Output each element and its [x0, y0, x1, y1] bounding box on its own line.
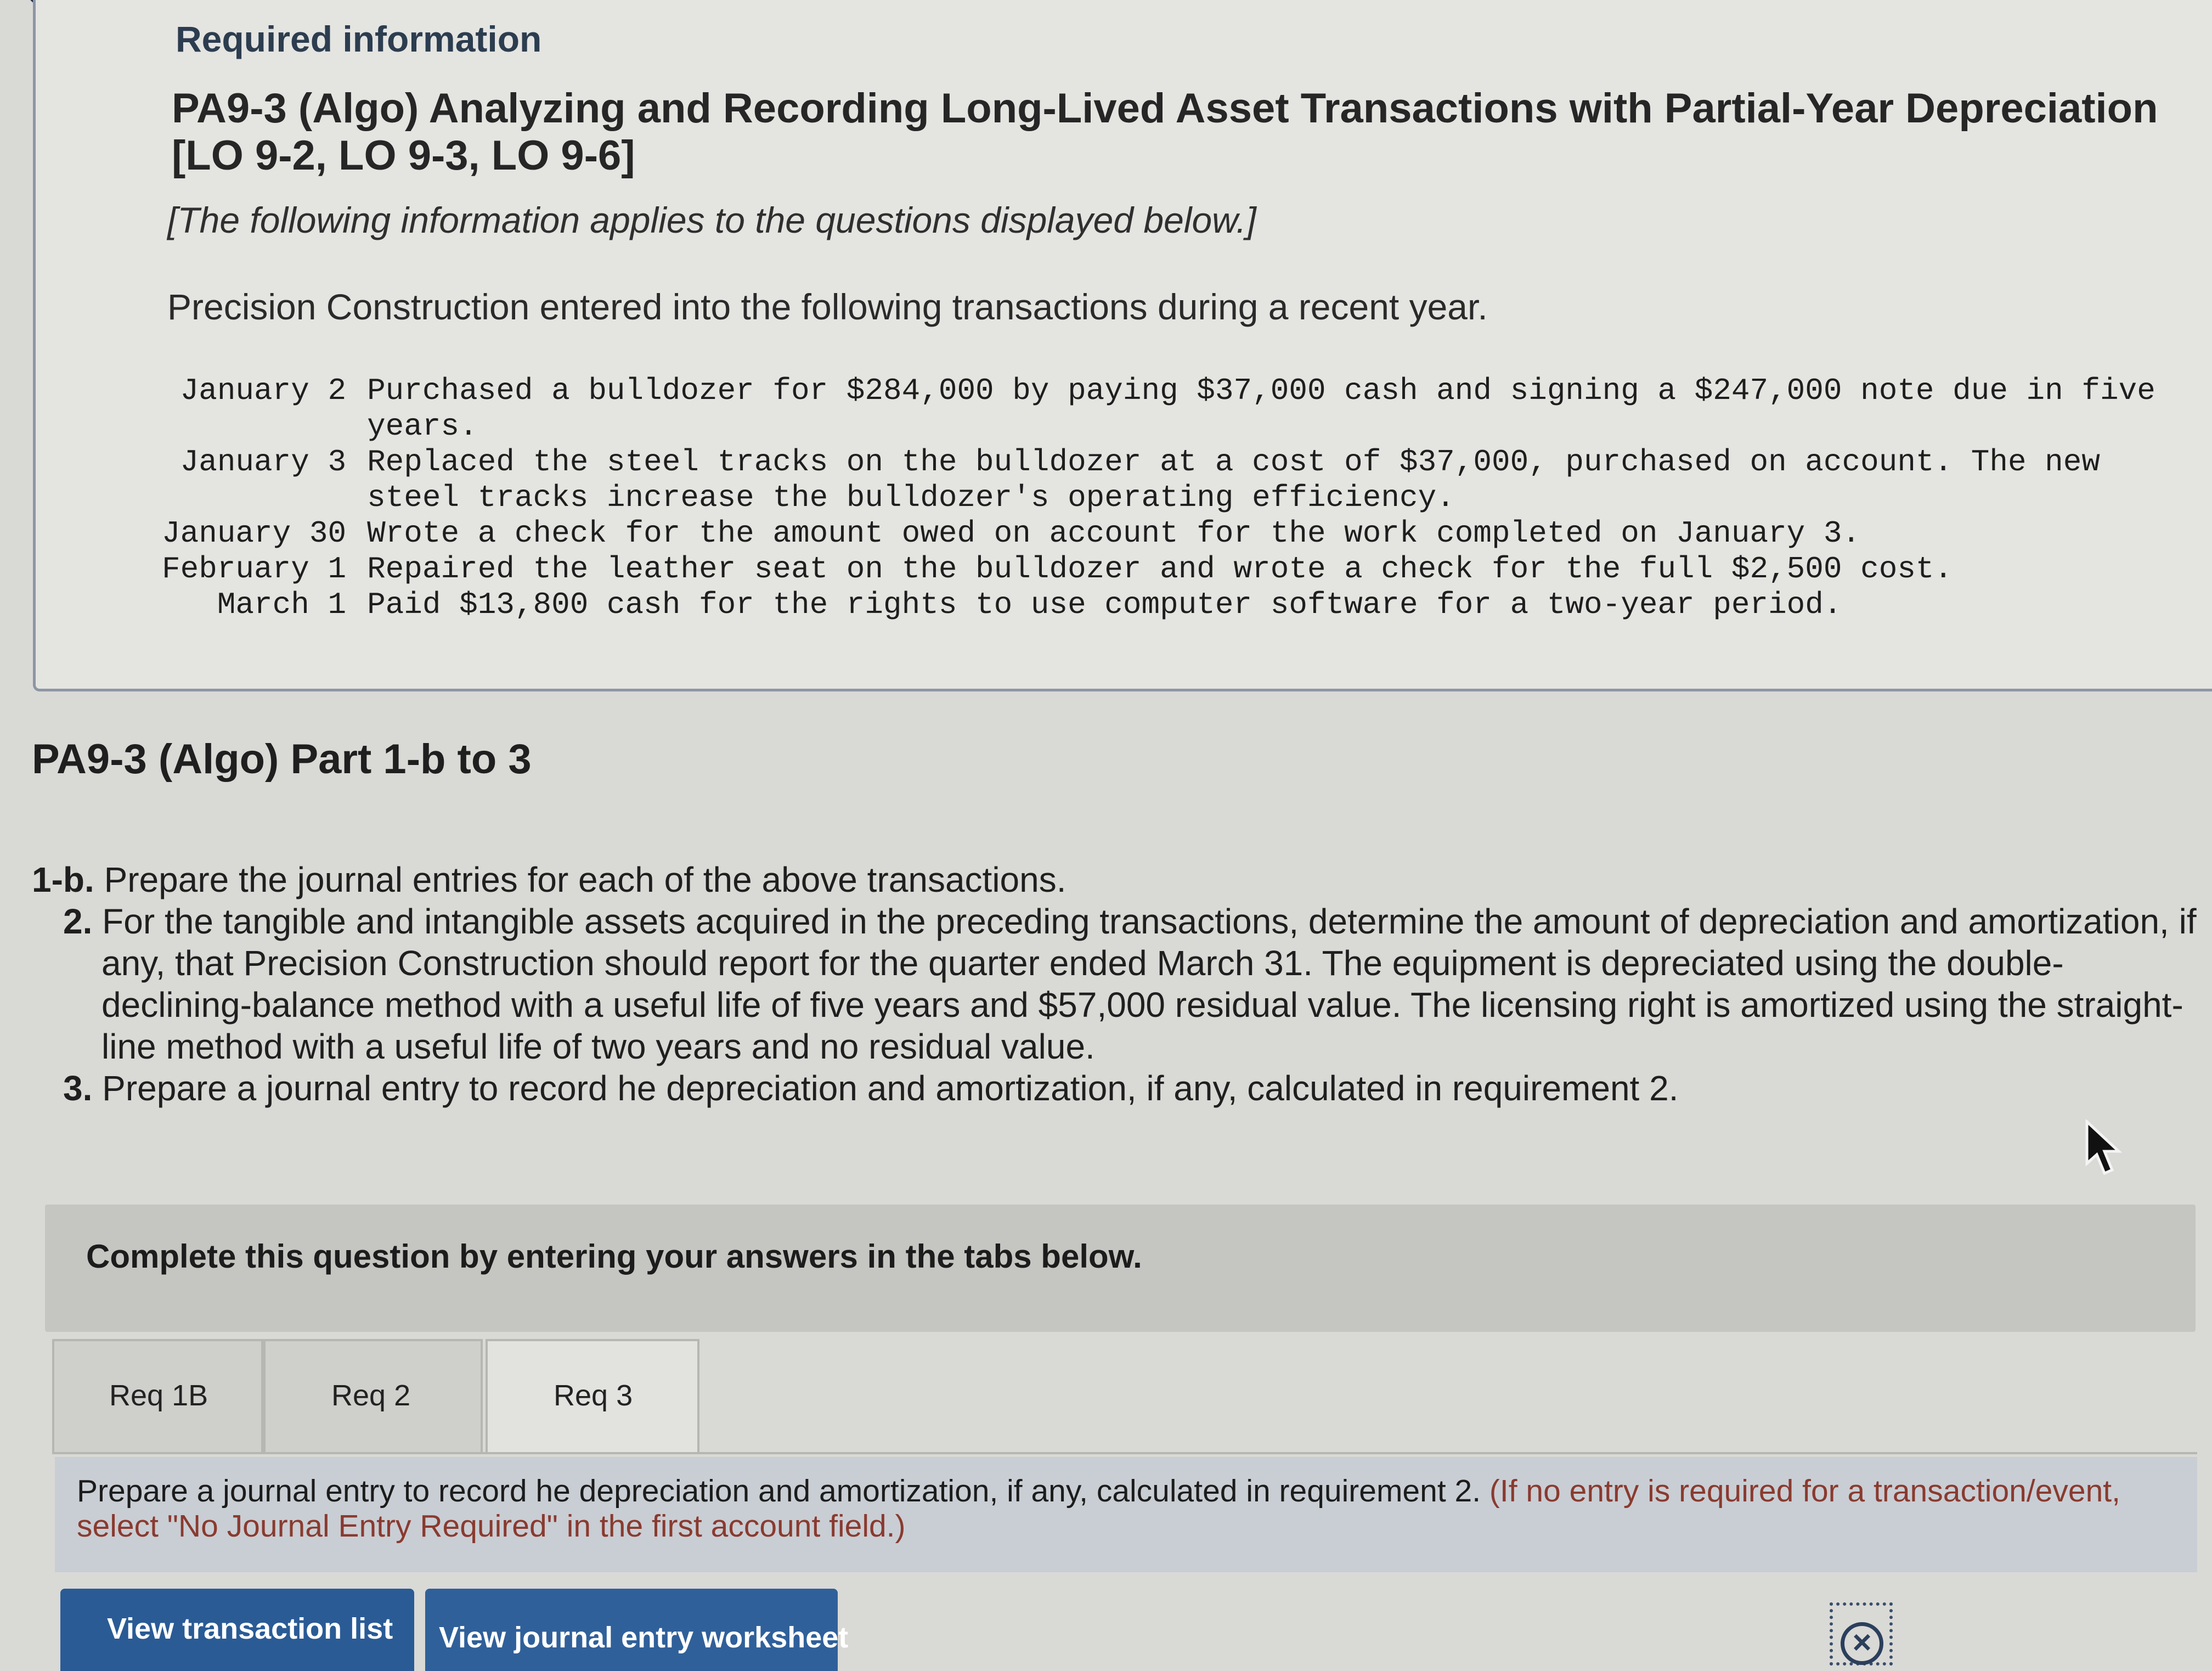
requirement-text: For the tangible and intangible assets acquired in the preceding transactions, determine the amount of depreciation and amortization, if any, that Precision Construction should report for the quarter ended March 31. The equipment is depreciated using the double-declining-balance method with a useful life of five years and $57,000 residual value. The licensing right is amortized using the straight-line method with a useful life of two years and no residual value. — [101, 902, 2197, 1066]
clear-entry-button[interactable] — [1830, 1602, 1893, 1666]
transaction-date: January 3 — [180, 445, 347, 480]
requirement-item — [32, 901, 2204, 1067]
transaction-date: March 1 — [217, 587, 347, 622]
banner-text: Complete this question by entering your answers in the tabs below. — [86, 1238, 1142, 1275]
transaction-description: Wrote a check for the amount owed on account for the work completed on January 3. — [367, 516, 1861, 551]
close-circle-icon: × — [1841, 1622, 1883, 1665]
problem-title: PA9-3 (Algo) Analyzing and Recording Long-Lived Asset Transactions with Partial-Year Depreciation [LO 9-2, LO 9-3, LO 9-6] — [172, 85, 2158, 179]
required-information-label: Required information — [176, 19, 542, 59]
transaction-description: Replaced the steel tracks on the bulldozer at a cost of $37,000, purchased on account. The new steel tracks increase the bulldozer's operating efficiency. — [367, 445, 2100, 515]
requirement-number: 2. — [63, 902, 93, 941]
view-transaction-list-button[interactable] — [60, 1589, 414, 1671]
intro-text: Precision Construction entered into the following transactions during a recent year. — [167, 286, 1488, 327]
part-title: PA9-3 (Algo) Part 1-b to 3 — [32, 736, 532, 783]
requirement-item — [32, 859, 2204, 901]
info-note: [The following information applies to the questions displayed below.] — [167, 200, 1256, 240]
instruction-banner — [45, 1205, 2196, 1332]
transaction-description: Repaired the leather seat on the bulldozer and wrote a check for the full $2,500 cost. — [367, 552, 1953, 587]
tab-req-1b[interactable] — [52, 1339, 263, 1454]
requirement-number: 3. — [63, 1068, 93, 1108]
transaction-date: January 30 — [162, 516, 347, 551]
transaction-description: Paid $13,800 cash for the rights to use computer software for a two-year period. — [367, 587, 1842, 622]
transaction-row — [162, 516, 2155, 552]
requirement-item — [32, 1067, 2204, 1109]
tab-label: Req 3 — [554, 1379, 633, 1412]
requirements-list — [32, 859, 2204, 1109]
button-label: View journal entry worksheet — [439, 1621, 849, 1654]
transactions-table — [162, 373, 2155, 623]
requirement-text: Prepare a journal entry to record he depreciation and amortization, if any, calculated in requirement 2. — [102, 1068, 1679, 1108]
transaction-row — [162, 373, 2155, 445]
tab-label: Req 2 — [331, 1379, 411, 1412]
tab-req-2[interactable] — [263, 1339, 483, 1454]
transaction-row — [162, 445, 2155, 516]
tab-divider — [52, 1452, 2197, 1454]
transaction-date: February 1 — [162, 552, 347, 587]
requirement-number: 1-b. — [32, 860, 94, 899]
instruction-note: (If no entry is required for a transaction/event, select "No Journal Entry Required" in the first account field.) — [77, 1473, 2120, 1544]
transaction-date: January 2 — [180, 373, 347, 408]
journal-instruction-panel — [55, 1457, 2197, 1572]
instruction-text: Prepare a journal entry to record he depreciation and amortization, if any, calculated in requirement 2. — [77, 1473, 1481, 1509]
button-label: View transaction list — [107, 1612, 393, 1645]
tab-label: Req 1B — [109, 1379, 208, 1412]
transaction-row — [162, 587, 2155, 623]
transaction-row — [162, 552, 2155, 587]
requirement-text: Prepare the journal entries for each of the above transactions. — [104, 860, 1066, 899]
required-information-box — [33, 0, 2212, 691]
tab-req-3-active[interactable] — [486, 1339, 699, 1454]
mouse-pointer-icon — [2085, 1119, 2129, 1180]
instruction-text-block — [77, 1473, 2178, 1544]
transaction-description: Purchased a bulldozer for $284,000 by paying $37,000 cash and signing a $247,000 note due in five years. — [367, 373, 2155, 444]
view-journal-entry-worksheet-button[interactable] — [425, 1589, 849, 1671]
